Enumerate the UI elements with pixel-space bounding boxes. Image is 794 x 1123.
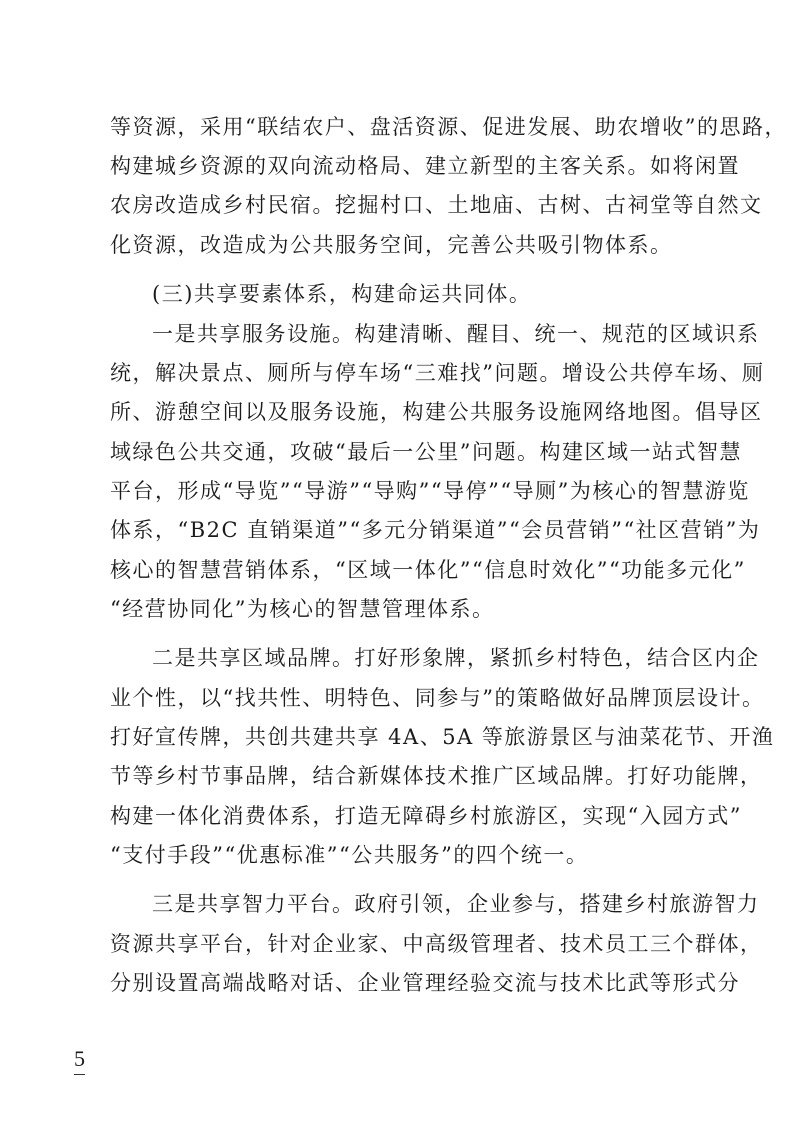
section-heading: (三)共享要素体系，构建命运共同体。 (152, 282, 532, 306)
text-line: 等资源，采用“联结农户、盘活资源、促进发展、助农增收”的思路， (110, 115, 787, 139)
text-line: 平台，形成“导览”“导游”“导购”“导停”“导厕”为核心的智慧游览 (110, 479, 750, 503)
text-line: 业个性，以“找共性、明特色、同参与”的策略做好品牌顶层设计。 (110, 686, 765, 710)
text-line: 资源共享平台，针对企业家、中高级管理者、技术员工三个群体， (110, 932, 763, 956)
page-number: 5 (74, 1045, 85, 1075)
text-line: 构建一体化消费体系，打造无障碍乡村旅游区，实现“入园方式” (110, 804, 742, 828)
text-line: 所、游憩空间以及服务设施，构建公共服务设施网络地图。倡导区 (110, 400, 763, 424)
text-line: 域绿色公共交通，攻破“最后一公里”问题。构建区域一站式智慧 (110, 440, 742, 464)
text-line: “支付手段”“优惠标准”“公共服务”的四个统一。 (110, 843, 589, 867)
text-line: 化资源，改造成为公共服务空间，完善公共吸引物体系。 (110, 233, 673, 257)
text-line: 农房改造成乡村民宿。挖掘村口、土地庙、古树、古祠堂等自然文 (110, 193, 763, 217)
text-line: 统，解决景点、厕所与停车场“三难找”问题。增设公共停车场、厕 (110, 361, 765, 385)
paragraph-first-line: 二是共享区域品牌。打好形象牌，紧抓乡村特色，结合区内企 (152, 646, 760, 670)
text-line: 打好宣传牌，共创共建共享 4A、5A 等旅游景区与油菜花节、开渔 (110, 725, 775, 749)
text-line: 核心的智慧营销体系，“区域一体化”“信息时效化”“功能多元化” (110, 558, 746, 582)
text-line: 构建城乡资源的双向流动格局、建立新型的主客关系。如将闲置 (110, 154, 740, 178)
text-line: 节等乡村节事品牌，结合新媒体技术推广区域品牌。打好功能牌， (110, 764, 763, 788)
text-line: “经营协同化”为核心的智慧管理体系。 (110, 597, 495, 621)
paragraph-first-line: 三是共享智力平台。政府引领，企业参与，搭建乡村旅游智力 (152, 892, 760, 916)
text-line: 体系，“B2C 直销渠道”“多元分销渠道”“会员营销”“社区营销”为 (110, 518, 761, 542)
text-line: 分别设置高端战略对话、企业管理经验交流与技术比武等形式分 (110, 971, 740, 995)
paragraph-first-line: 一是共享服务设施。构建清晰、醒目、统一、规范的区域识系 (152, 322, 760, 346)
